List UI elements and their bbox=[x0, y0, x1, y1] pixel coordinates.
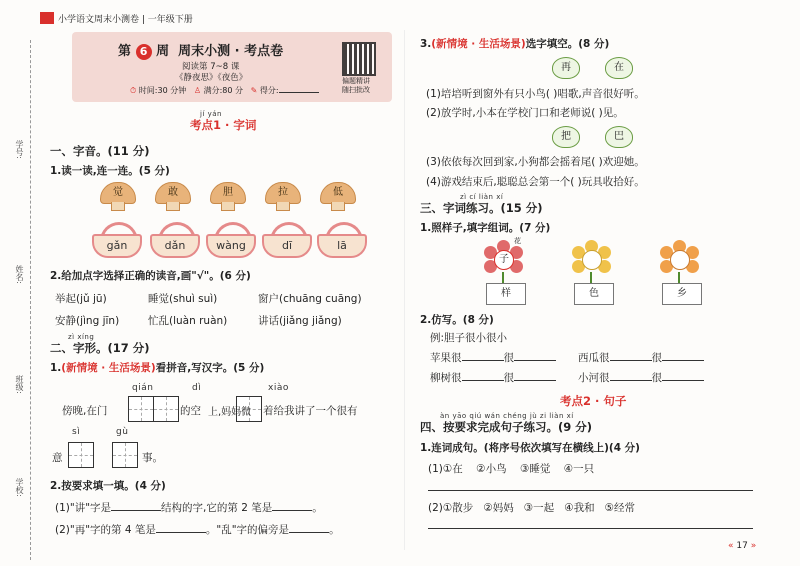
q8-answer-line-2[interactable] bbox=[428, 528, 753, 529]
qr-label2: 随扫批改 bbox=[342, 86, 370, 94]
q3-line1c-wrap: 上,妈妈微 bbox=[208, 407, 252, 418]
student-id-label: 学号: bbox=[15, 140, 24, 159]
banner-main-title: 周末小测 · 考点卷 bbox=[178, 44, 284, 59]
section3-pinyin: zì cí liàn xí bbox=[460, 193, 504, 201]
q3-tag: (新情境 · 生活场景) bbox=[61, 362, 156, 374]
section4-title: 四、按要求完成句子练习。(9 分) bbox=[420, 420, 593, 434]
apple-1: 再 bbox=[552, 57, 580, 79]
qr-label1: 偏题精讲 bbox=[342, 77, 370, 85]
q2-item-6[interactable]: 讲话(jiǎng jiǎng) bbox=[258, 315, 342, 327]
q2-item-3[interactable]: 窗户(chuāng cuāng) bbox=[258, 293, 362, 305]
section4-pinyin: àn yāo qiú wán chéng jù zi liàn xí bbox=[440, 412, 574, 420]
q3-box-1b[interactable] bbox=[153, 396, 179, 422]
grade-label: 一年级下册 bbox=[147, 15, 193, 25]
q3-box-1a[interactable] bbox=[128, 396, 154, 422]
apple-2: 在 bbox=[605, 57, 633, 79]
mushroom-1[interactable]: 觉 bbox=[100, 182, 136, 204]
q7-row2-left: 柳树很 很 bbox=[430, 370, 556, 385]
flower-2-center[interactable] bbox=[582, 250, 602, 270]
mushroom-3[interactable]: 胆 bbox=[210, 182, 246, 204]
q4-blank-1[interactable] bbox=[111, 510, 161, 511]
apple-3: 把 bbox=[552, 126, 580, 148]
mushroom-4[interactable]: 拉 bbox=[265, 182, 301, 204]
flower-3-pot: 乡 bbox=[662, 283, 702, 305]
banner-sub1: 阅读第 7~8 课 bbox=[182, 62, 240, 72]
q3-line2a: 意 bbox=[52, 452, 63, 464]
point2-heading: 考点2 · 句子 bbox=[560, 394, 627, 408]
q3-pinyin-4: sì bbox=[72, 427, 81, 437]
q3-box-4a[interactable] bbox=[68, 442, 94, 468]
mushroom-2[interactable]: 敢 bbox=[155, 182, 191, 204]
q4-title: 2.按要求填一填。(4 分) bbox=[50, 480, 166, 492]
point1-heading: 考点1 · 字词 bbox=[190, 118, 257, 132]
basket-5[interactable]: lā bbox=[317, 222, 367, 256]
q4-blank-4[interactable] bbox=[289, 532, 329, 533]
q3-line1b: 的空 bbox=[180, 405, 201, 417]
q8-answer-line-1[interactable] bbox=[428, 490, 753, 491]
flower-1-center: 子 bbox=[494, 250, 514, 270]
q3-line1d: 着给我讲了一个很有 bbox=[263, 405, 358, 417]
cut-line bbox=[30, 40, 31, 560]
section2-pinyin: zì xíng bbox=[68, 333, 95, 341]
q5-item-2[interactable]: (2)放学时,小本在学校门口和老师说( )见。 bbox=[426, 107, 624, 119]
q3-title: 1.(新情境 · 生活场景)看拼音,写汉字。(5 分) bbox=[50, 362, 265, 374]
flower-3-center[interactable] bbox=[670, 250, 690, 270]
basket-4[interactable]: dī bbox=[262, 222, 312, 256]
q4-blank-3[interactable] bbox=[156, 532, 206, 533]
flower-top-label: 花 bbox=[514, 237, 521, 245]
page-number: « 17 » bbox=[728, 541, 757, 551]
q2-item-5[interactable]: 忙乱(luàn ruàn) bbox=[148, 315, 228, 327]
point1-pinyin: jí yán bbox=[200, 110, 222, 118]
q2-item-1[interactable]: 举起(jǔ jū) bbox=[55, 293, 107, 305]
binding-strip bbox=[0, 0, 36, 566]
clock-icon: ⏱ bbox=[130, 86, 137, 95]
mushroom-5[interactable]: 低 bbox=[320, 182, 356, 204]
q3-pinyin-3: xiào bbox=[268, 383, 289, 393]
qr-code-icon bbox=[342, 42, 376, 76]
q2-item-2[interactable]: 睡觉(shuì suì) bbox=[148, 293, 218, 305]
banner-title: 第 6 周 周末小测 · 考点卷 bbox=[118, 44, 284, 59]
q7-row1-right: 西瓜很 很 bbox=[578, 350, 704, 365]
week-number-badge: 6 bbox=[136, 44, 152, 60]
banner-meta: ⏱ 时间:30 分钟 ♙ 满分:80 分 ✎ 得分: bbox=[130, 85, 319, 96]
flower-1-pot: 样 bbox=[486, 283, 526, 305]
basket-1[interactable]: gǎn bbox=[92, 222, 142, 256]
q1-title: 1.读一读,连一连。(5 分) bbox=[50, 165, 170, 177]
q7-title: 2.仿写。(8 分) bbox=[420, 314, 494, 326]
school-label: 学校: bbox=[15, 478, 24, 497]
brand-name: 小学语文周末小测卷 bbox=[58, 15, 140, 25]
flower-2-pot: 色 bbox=[574, 283, 614, 305]
q3-pinyin-2: dì bbox=[192, 383, 202, 393]
worksheet-page: 小学语文周末小测卷 | 一年级下册 学号: 姓名: 班级: 学校: 第 6 周 周末小测 · 考点卷 阅读第 7~8 课 《静夜思》《夜色》 ⏱ 时间:30 分钟 ♙ 满分:80 分 ✎ 得分: 偏题精讲 随扫批改 jí yán 考点1 · 字词 一、字音。(11 分) 1.读一读,连一连。(5 分) 觉 敢 胆 拉 低 gǎn dǎn wàng dī lā 2.给加点字选择正确的读音,画"√"。(6 分) 举起(jǔ jū) 睡觉(shuì suì) 窗户(chuāng cuāng) 安静(jìng jīn) 忙乱(luàn ruàn) 讲话(jiǎng jiǎng) zì xíng 二、字形。(17 分) 1.(新情境 · 生活场景)看拼音,写汉字。(5 分) qián dì xiào 傍晚,在门 的空 着给我讲了一个很有 上,妈妈微 sì gù 意 事。 2.按要求填一填。(4 分) (1)"讲"字是 结构的字,它的第 2 笔是 。 (2)"再"字的第 4 笔是 。"乱"字的偏旁是 。 3.(新情境 · 生活场景)选字填空。(8 分) 再 在 (1)培培听到窗外有只小鸟( )唱歌,声音很好听。 (2)放学时,小本在学校门口和老师说( )见。 把 巴 (3)依依每次回到家,小狗都会摇着尾( )欢迎她。 (4)游戏结束后,聪聪总会第一个( )玩具收拾好。 zì cí liàn xí 三、字词练习。(15 分) 1.照样子,填字组词。(7 分) 子 花 样 色 乡 2.仿写。(8 分) 例:胆子很小很小 苹果很 很 西瓜很 很 柳树很 很 小河很 很 考点2 · 句子 àn yāo qiú wán chéng jù zi liàn xí 四、按要求完成句子练习。(9 分) 1.连词成句。(将序号依次填写在横线上)(4 分) (1)①在 ②小鸟 ③睡觉 ④一只 (2)①散步 ②妈妈 ③一起 ④我和 ⑤经常 « 17 » bbox=[0, 0, 800, 566]
section1-title: 一、字音。(11 分) bbox=[50, 144, 150, 158]
q4-blank-2[interactable] bbox=[272, 510, 312, 511]
class-label: 班级: bbox=[15, 375, 24, 394]
q8-title: 1.连词成句。(将序号依次填写在横线上)(4 分) bbox=[420, 442, 640, 454]
q3-pinyin-5: gù bbox=[116, 427, 129, 437]
q5-tag: (新情境 · 生活场景) bbox=[431, 38, 526, 50]
q4-line2: (2)"再"字的第 4 笔是 。"乱"字的偏旁是 。 bbox=[55, 524, 340, 536]
brand-logo bbox=[40, 12, 54, 24]
q5-item-1[interactable]: (1)培培听到窗外有只小鸟( )唱歌,声音很好听。 bbox=[426, 88, 645, 100]
q5-item-4[interactable]: (4)游戏结束后,聪聪总会第一个( )玩具收拾好。 bbox=[426, 176, 645, 188]
q8-row2: (2)①散步 ②妈妈 ③一起 ④我和 ⑤经常 bbox=[428, 502, 636, 514]
person-icon: ♙ bbox=[193, 86, 202, 95]
basket-3[interactable]: wàng bbox=[206, 222, 256, 256]
q7-example: 例:胆子很小很小 bbox=[430, 332, 508, 344]
q4-line1: (1)"讲"字是 结构的字,它的第 2 笔是 。 bbox=[55, 502, 323, 514]
q5-title: 3.(新情境 · 生活场景)选字填空。(8 分) bbox=[420, 38, 610, 50]
q2-item-4[interactable]: 安静(jìng jīn) bbox=[55, 315, 120, 327]
q2-title: 2.给加点字选择正确的读音,画"√"。(6 分) bbox=[50, 270, 251, 282]
page-divider bbox=[404, 30, 405, 550]
q7-row1-left: 苹果很 很 bbox=[430, 350, 556, 365]
banner-sub2: 《静夜思》《夜色》 bbox=[175, 73, 248, 83]
q3-line2b: 事。 bbox=[142, 452, 163, 464]
q6-title: 1.照样子,填字组词。(7 分) bbox=[420, 222, 551, 234]
apple-4: 巴 bbox=[605, 126, 633, 148]
q3-pinyin-1: qián bbox=[132, 383, 154, 393]
section2-title: 二、字形。(17 分) bbox=[50, 341, 150, 355]
pen-icon: ✎ bbox=[250, 86, 258, 95]
q3-line1a: 傍晚,在门 bbox=[62, 405, 108, 417]
basket-2[interactable]: dǎn bbox=[150, 222, 200, 256]
student-name-label: 姓名: bbox=[15, 265, 24, 284]
q5-item-3[interactable]: (3)依依每次回到家,小狗都会摇着尾( )欢迎她。 bbox=[426, 156, 645, 168]
q3-box-5a[interactable] bbox=[112, 442, 138, 468]
q8-row1: (1)①在 ②小鸟 ③睡觉 ④一只 bbox=[428, 463, 595, 475]
section3-title: 三、字词练习。(15 分) bbox=[420, 201, 543, 215]
q7-row2-right: 小河很 很 bbox=[578, 370, 704, 385]
